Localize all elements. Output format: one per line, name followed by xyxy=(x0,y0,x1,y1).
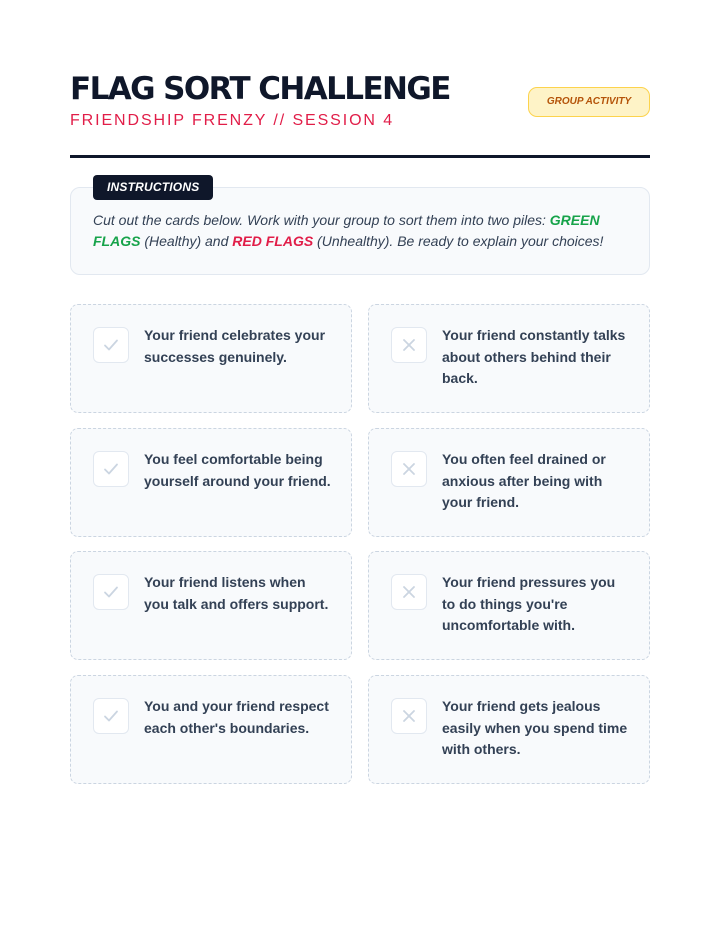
card-text: Your friend constantly talks about others behind their back. xyxy=(442,327,626,386)
check-icon xyxy=(103,337,119,353)
flag-card[interactable] xyxy=(368,428,650,537)
instructions-text xyxy=(93,210,631,252)
card-checkbox[interactable] xyxy=(391,574,427,610)
page-title: FLAG SORT CHALLENGE xyxy=(70,71,450,107)
flag-card[interactable] xyxy=(70,304,352,413)
x-icon xyxy=(401,461,417,477)
flag-card[interactable] xyxy=(368,551,650,660)
page-subtitle: FRIENDSHIP FRENZY // SESSION 4 xyxy=(70,112,395,129)
flag-card[interactable] xyxy=(70,551,352,660)
card-text: You feel comfortable being yourself around your friend. xyxy=(144,451,331,489)
x-icon xyxy=(401,337,417,353)
card-text: Your friend gets jealous easily when you spend time with others. xyxy=(442,698,628,757)
instructions-box xyxy=(70,180,650,275)
check-icon xyxy=(103,708,119,724)
card-checkbox[interactable] xyxy=(391,327,427,363)
card-text: Your friend listens when you talk and offers support. xyxy=(144,574,329,612)
card-checkbox[interactable] xyxy=(391,698,427,734)
flag-card[interactable] xyxy=(70,428,352,537)
card-checkbox[interactable] xyxy=(93,698,129,734)
card-checkbox[interactable] xyxy=(93,327,129,363)
green-flags-label: GREEN FLAGS xyxy=(93,212,600,249)
card-text: Your friend celebrates your successes genuinely. xyxy=(144,327,326,365)
check-icon xyxy=(103,584,119,600)
group-activity-badge: GROUP ACTIVITY xyxy=(528,87,650,117)
header xyxy=(70,0,650,158)
card-checkbox[interactable] xyxy=(93,451,129,487)
flag-card[interactable] xyxy=(70,675,352,784)
flag-card[interactable] xyxy=(368,675,650,784)
x-icon xyxy=(401,584,417,600)
card-text: You and your friend respect each other's boundaries. xyxy=(144,698,329,736)
card-text: Your friend pressures you to do things you're uncomfortable with. xyxy=(442,574,616,633)
check-icon xyxy=(103,461,119,477)
flag-card[interactable] xyxy=(368,304,650,413)
instructions-tag: INSTRUCTIONS xyxy=(93,175,213,200)
card-text: You often feel drained or anxious after being with your friend. xyxy=(442,451,606,510)
card-checkbox[interactable] xyxy=(391,451,427,487)
worksheet-page xyxy=(70,0,650,757)
red-flags-label: RED FLAGS xyxy=(232,233,314,249)
header-divider xyxy=(70,155,650,158)
instructions-text-after: (Unhealthy). Be ready to explain your choices! xyxy=(313,233,604,249)
instructions-text-middle: (Healthy) and xyxy=(140,233,233,249)
instructions-text-before: Cut out the cards below. Work with your group to sort them into two piles: xyxy=(93,212,550,228)
x-icon xyxy=(401,708,417,724)
card-checkbox[interactable] xyxy=(93,574,129,610)
